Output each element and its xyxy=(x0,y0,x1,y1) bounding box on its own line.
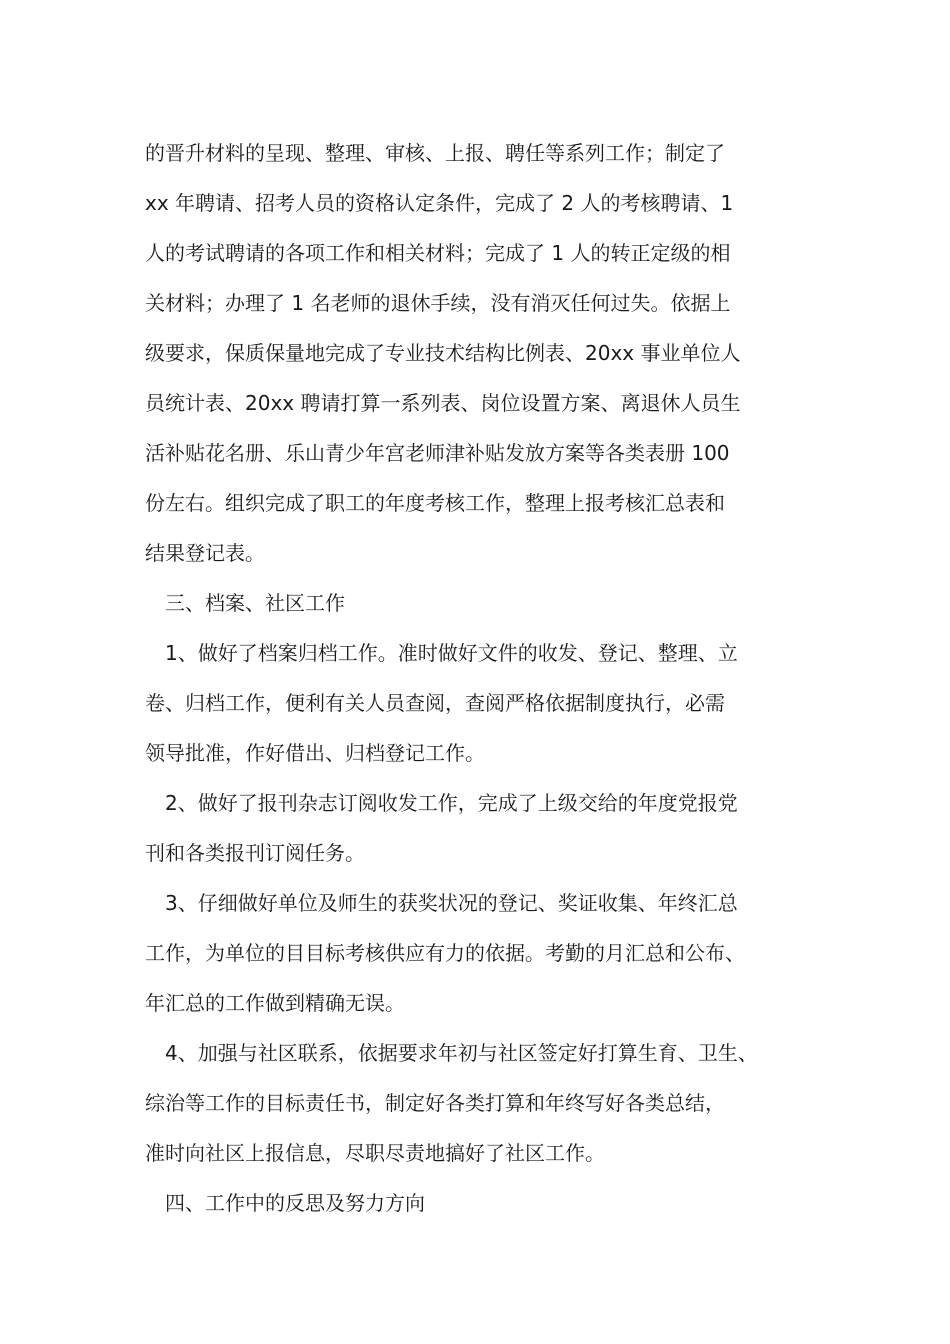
paragraph-first-line: 2、做好了报刊杂志订阅收发工作，完成了上级交给的年度党报党 xyxy=(165,791,738,815)
body-line: 准时向社区上报信息，尽职尽责地搞好了社区工作。 xyxy=(145,1141,605,1165)
body-line: 关材料；办理了 1 名老师的退休手续，没有消灭任何过失。依据上 xyxy=(145,291,731,315)
body-line: 结果登记表。 xyxy=(145,541,265,565)
paragraph-first-line: 1、做好了档案归档工作。准时做好文件的收发、登记、整理、立 xyxy=(165,641,738,665)
body-line: xx 年聘请、招考人员的资格认定条件，完成了 2 人的考核聘请、1 xyxy=(145,191,734,215)
paragraph-first-line: 3、仔细做好单位及师生的获奖状况的登记、奖证收集、年终汇总 xyxy=(165,891,738,915)
body-line: 综治等工作的目标责任书，制定好各类打算和年终写好各类总结， xyxy=(145,1091,725,1115)
body-line: 领导批准，作好借出、归档登记工作。 xyxy=(145,741,485,765)
body-line: 员统计表、20xx 聘请打算一系列表、岗位设置方案、离退休人员生 xyxy=(145,391,741,415)
body-line: 活补贴花名册、乐山青少年宫老师津补贴发放方案等各类表册 100 xyxy=(145,441,730,465)
body-line: 工作，为单位的目目标考核供应有力的依据。考勤的月汇总和公布、 xyxy=(145,941,745,965)
body-line: 人的考试聘请的各项工作和相关材料；完成了 1 人的转正定级的相 xyxy=(145,241,731,265)
document-body xyxy=(145,128,815,1228)
body-line: 份左右。组织完成了职工的年度考核工作，整理上报考核汇总表和 xyxy=(145,491,725,515)
paragraph-first-line: 4、加强与社区联系，依据要求年初与社区签定好打算生育、卫生、 xyxy=(165,1041,758,1065)
section-heading: 四、工作中的反思及努力方向 xyxy=(165,1191,425,1215)
body-line: 年汇总的工作做到精确无误。 xyxy=(145,991,405,1015)
body-line: 刊和各类报刊订阅任务。 xyxy=(145,841,365,865)
body-line: 级要求，保质保量地完成了专业技术结构比例表、20xx 事业单位人 xyxy=(145,341,741,365)
section-heading: 三、档案、社区工作 xyxy=(165,591,345,615)
body-line: 的晋升材料的呈现、整理、审核、上报、聘任等系列工作；制定了 xyxy=(145,141,725,165)
body-line: 卷、归档工作，便利有关人员查阅，查阅严格依据制度执行，必需 xyxy=(145,691,725,715)
